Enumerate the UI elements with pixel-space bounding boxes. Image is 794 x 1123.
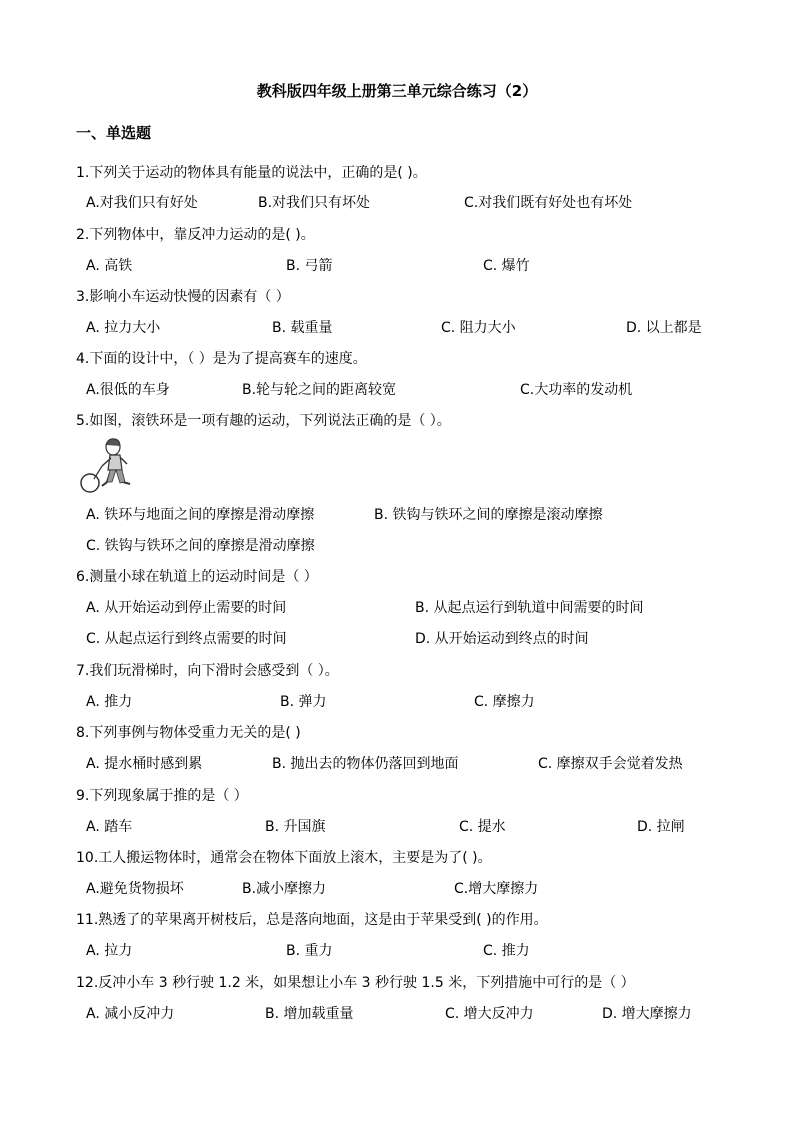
question-6-stem: 6.测量小球在轨道上的运动时间是（ ）	[76, 569, 318, 585]
question-12-option-c: C. 增大反冲力	[445, 1006, 534, 1022]
question-4-option-c: C.大功率的发动机	[520, 382, 633, 398]
question-3-stem: 3.影响小车运动快慢的因素有（ ）	[76, 289, 290, 305]
question-7-option-b: B. 弹力	[280, 694, 327, 710]
question-6-option-d: D. 从开始运动到终点的时间	[415, 631, 589, 647]
question-5-stem: 5.如图，滚铁环是一项有趣的运动，下列说法正确的是（ ）。	[76, 413, 451, 429]
question-8-option-b: B. 抛出去的物体仍落回到地面	[272, 756, 459, 772]
question-6-option-a: A. 从开始运动到停止需要的时间	[86, 600, 287, 616]
question-8-stem: 8.下列事例与物体受重力无关的是( )	[76, 725, 301, 741]
question-2-stem: 2.下列物体中，靠反冲力运动的是( )。	[76, 227, 315, 243]
question-5-option-c: C. 铁钩与铁环之间的摩擦是滑动摩擦	[86, 538, 315, 554]
question-12-option-b: B. 增加载重量	[265, 1006, 354, 1022]
question-2-option-b: B. 弓箭	[286, 258, 333, 274]
question-4-stem: 4.下面的设计中，（ ）是为了提高赛车的速度。	[76, 351, 367, 367]
question-4-option-a: A.很低的车身	[86, 382, 170, 398]
question-6-option-c: C. 从起点运行到终点需要的时间	[86, 631, 287, 647]
question-12-stem: 12.反冲小车 3 秒行驶 1.2 米，如果想让小车 3 秒行驶 1.5 米，下列措施中可行的是（ ）	[76, 975, 635, 991]
question-1-option-a: A.对我们只有好处	[86, 195, 198, 211]
question-1-option-b: B.对我们只有坏处	[258, 195, 371, 211]
question-9-stem: 9.下列现象属于推的是（ ）	[76, 788, 248, 804]
question-8-option-c: C. 摩擦双手会觉着发热	[538, 756, 683, 772]
question-10-stem: 10.工人搬运物体时，通常会在物体下面放上滚木，主要是为了( )。	[76, 850, 492, 866]
question-9-option-a: A. 踏车	[86, 819, 133, 835]
question-9-option-b: B. 升国旗	[265, 819, 326, 835]
question-10-option-a: A.避免货物损坏	[86, 881, 184, 897]
question-3-option-c: C. 阻力大小	[441, 320, 516, 336]
page-title: 教科版四年级上册第三单元综合练习（2）	[256, 82, 538, 100]
question-2-option-a: A. 高铁	[86, 258, 133, 274]
question-11-option-b: B. 重力	[286, 943, 333, 959]
section-heading: 一、单选题	[76, 124, 152, 142]
question-9-option-d: D. 拉闸	[637, 819, 685, 835]
question-12-option-d: D. 增大摩擦力	[602, 1006, 692, 1022]
question-7-option-a: A. 推力	[86, 694, 133, 710]
question-11-option-a: A. 拉力	[86, 943, 133, 959]
question-4-option-b: B.轮与轮之间的距离较宽	[242, 382, 397, 398]
question-7-option-c: C. 摩擦力	[474, 694, 535, 710]
question-10-option-b: B.减小摩擦力	[242, 881, 327, 897]
question-6-option-b: B. 从起点运行到轨道中间需要的时间	[415, 600, 644, 616]
question-2-option-c: C. 爆竹	[483, 258, 530, 274]
question-3-option-d: D. 以上都是	[626, 320, 702, 336]
question-8-option-a: A. 提水桶时感到累	[86, 756, 203, 772]
question-10-option-c: C.增大摩擦力	[454, 881, 539, 897]
question-3-option-b: B. 载重量	[272, 320, 333, 336]
boy-rolling-hoop-illustration	[80, 436, 142, 494]
question-5-option-b: B. 铁钩与铁环之间的摩擦是滚动摩擦	[374, 507, 603, 523]
question-11-option-c: C. 推力	[483, 943, 530, 959]
question-3-option-a: A. 拉力大小	[86, 320, 161, 336]
question-12-option-a: A. 减小反冲力	[86, 1006, 175, 1022]
question-7-stem: 7.我们玩滑梯时，向下滑时会感受到（ ）。	[76, 663, 339, 679]
question-11-stem: 11.熟透了的苹果离开树枝后，总是落向地面，这是由于苹果受到( )的作用。	[76, 912, 548, 928]
question-5-option-a: A. 铁环与地面之间的摩擦是滑动摩擦	[86, 507, 315, 523]
question-1-stem: 1.下列关于运动的物体具有能量的说法中，正确的是( )。	[76, 165, 427, 181]
question-9-option-c: C. 提水	[459, 819, 506, 835]
question-1-option-c: C.对我们既有好处也有坏处	[464, 195, 633, 211]
